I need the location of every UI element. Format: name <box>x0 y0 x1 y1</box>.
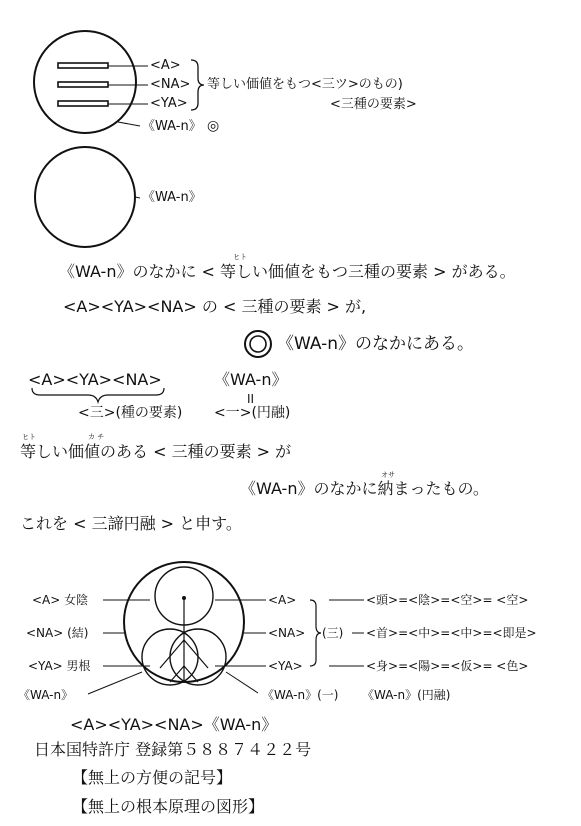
middle-line-a: 等しい価値のある < 三種の要素 > が <box>20 442 292 461</box>
middle-eq: II <box>247 392 255 406</box>
bar-na <box>58 82 108 87</box>
label-na: <NA> <box>150 77 191 92</box>
middle-ichi: <一>(円融) <box>214 405 291 421</box>
footer-title1: 【無上の方便の記号】 <box>72 768 233 787</box>
san-label: (三) <box>322 626 344 640</box>
middle-san: <三>(種の要素) <box>78 405 183 421</box>
paragraph-line3: 《WA-n》のなかにある。 <box>277 334 475 354</box>
outer-label: 《WA-n》 <box>142 119 202 134</box>
label-ya: <YA> <box>150 96 188 111</box>
second-circle <box>35 147 135 247</box>
bar-ya <box>58 101 108 106</box>
label-a: <A> <box>150 58 181 73</box>
right-label-a: <A> <box>268 593 297 607</box>
paragraph-line2: <A><YA><NA> の < 三種の要素 > が, <box>63 297 367 316</box>
right-label-na: <NA> <box>268 626 306 640</box>
middle-wan: 《WA-n》 <box>214 370 288 389</box>
right-label-ya: <YA> <box>268 659 303 673</box>
brace-text: 等しい価値をもつ<三ツ>のもの) <box>207 77 403 92</box>
left-label-na: <NA> (結) <box>26 626 89 640</box>
double-circle-inner <box>250 336 266 352</box>
ruby-osa: オサ <box>381 471 395 479</box>
brace-subtext: <三種の要素> <box>330 97 417 112</box>
footer-seq: <A><YA><NA>《WA-n》 <box>70 715 278 734</box>
second-label: 《WA-n》 <box>142 190 202 205</box>
leader-right-wan <box>226 672 258 693</box>
middle-line-b: 《WA-n》のなかに納まったもの。 <box>240 479 489 498</box>
footer-patent: 日本国特許庁 登録第５８８７４２２号 <box>34 740 312 759</box>
bottom-brace <box>310 600 321 666</box>
footer-title2: 【無上の根本原理の図形】 <box>72 797 265 816</box>
chain-2: <首>=<中>=<中>=<即是> <box>366 626 537 640</box>
leader-wan <box>118 122 140 126</box>
wan-enyu: 《WA-n》(円融) <box>362 688 451 702</box>
chain-3: <身>=<陽>=<仮>= <色> <box>366 659 529 673</box>
right-label-wan-ichi: 《WA-n》(一) <box>262 688 339 702</box>
outer-symbol: ◎ <box>207 118 220 134</box>
center-dot <box>182 596 186 600</box>
leader-left-wan <box>88 672 142 694</box>
ruby-kachi: カ チ <box>88 433 105 441</box>
top-brace <box>191 60 204 110</box>
middle-line-c: これを < 三諦円融 > と申す。 <box>20 514 242 533</box>
left-label-a: <A> 女陰 <box>32 593 89 607</box>
double-circle-outer <box>245 331 271 357</box>
center-left-branch <box>160 640 184 668</box>
bar-a <box>58 63 108 68</box>
middle-underbrace <box>32 388 164 402</box>
chain-1: <頭>=<陰>=<空>= <空> <box>366 593 529 607</box>
ruby-hito-1: ヒト <box>233 253 247 261</box>
paragraph-line1: 《WA-n》のなかに < 等しい価値をもつ三種の要素 > がある。 <box>59 262 516 281</box>
center-right-branch <box>184 640 208 668</box>
left-label-wan: 《WA-n》 <box>18 688 74 702</box>
left-label-ya: <YA> 男根 <box>28 659 91 673</box>
ruby-hito-2: ヒト <box>22 433 36 441</box>
middle-seq: <A><YA><NA> <box>28 370 162 389</box>
